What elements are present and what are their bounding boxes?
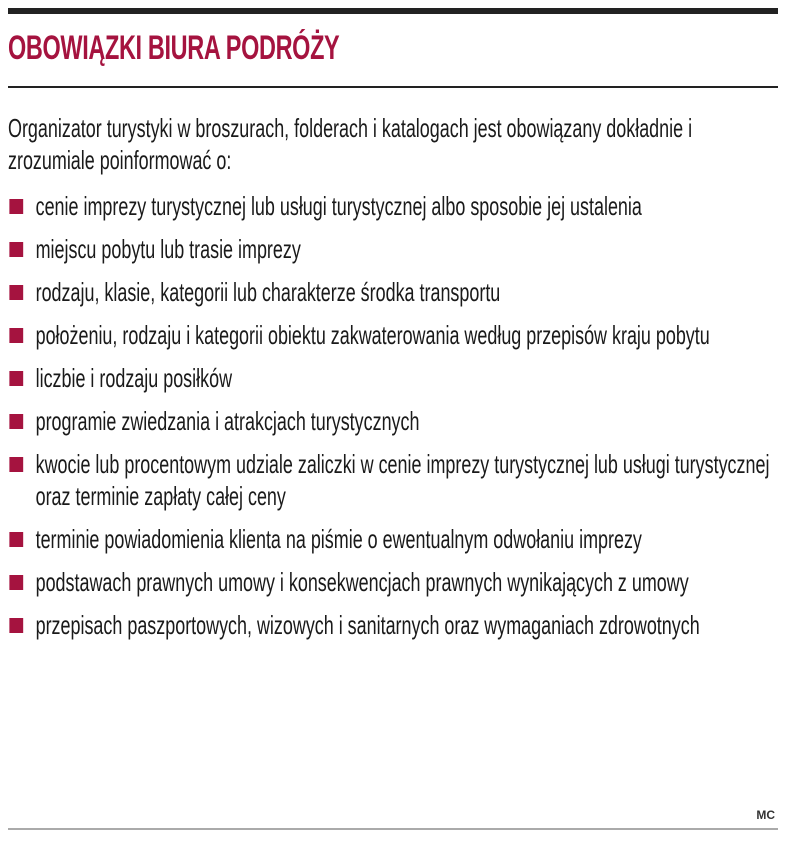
top-rule	[8, 8, 778, 14]
bullet-square-icon	[9, 285, 23, 300]
list-item-text: położeniu, rodzaju i kategorii obiektu zakwaterowania według przepisów kraju pobytu	[35, 320, 710, 350]
bullet-square-icon	[9, 414, 23, 429]
list-item	[8, 609, 781, 641]
infobox-body	[8, 112, 781, 652]
bullet-square-icon	[9, 618, 23, 633]
bullet-square-icon	[9, 575, 23, 590]
list-item-text: miejscu pobytu lub trasie imprezy	[35, 234, 301, 264]
bullet-square-icon	[9, 328, 23, 343]
list-item	[8, 523, 781, 555]
obligations-list	[8, 190, 781, 641]
list-item	[8, 362, 781, 394]
list-item	[8, 276, 781, 308]
list-item-text: podstawach prawnych umowy i konsekwencjach prawnych wynikających z umowy	[35, 567, 689, 597]
list-item	[8, 405, 781, 437]
list-item-text: przepisach paszportowych, wizowych i sanitarnych oraz wymaganiach zdrowotnych	[35, 610, 700, 640]
bullet-square-icon	[9, 457, 23, 472]
list-item	[8, 233, 781, 265]
infobox-title: OBOWIĄZKI BIURA PODRÓŻY	[8, 29, 340, 67]
list-item	[8, 190, 781, 222]
list-item-text: liczbie i rodzaju posiłków	[35, 363, 233, 393]
list-item-text: terminie powiadomienia klienta na piśmie o ewentualnym odwołaniu imprezy	[35, 524, 642, 554]
bullet-square-icon	[9, 242, 23, 257]
list-item-text: kwocie lub procentowym udziale zaliczki w cenie imprezy turystycznej lub usługi turystycznej oraz terminie zapłaty całej ceny	[35, 449, 770, 511]
bullet-square-icon	[9, 371, 23, 386]
list-item	[8, 566, 781, 598]
title-divider	[8, 86, 778, 88]
list-item	[8, 448, 781, 512]
list-item-text: rodzaju, klasie, kategorii lub charakterze środka transportu	[35, 277, 501, 307]
list-item-text: cenie imprezy turystycznej lub usługi turystycznej albo sposobie jej ustalenia	[35, 191, 642, 221]
bullet-square-icon	[9, 199, 23, 214]
author-credit: MC	[756, 808, 775, 822]
list-item	[8, 319, 781, 351]
intro-text: Organizator turystyki w broszurach, folderach i katalogach jest obowiązany dokładnie i zrozumiale poinformować o:	[8, 113, 693, 175]
bullet-square-icon	[9, 532, 23, 547]
list-item-text: programie zwiedzania i atrakcjach turystycznych	[35, 406, 420, 436]
bottom-rule	[8, 828, 778, 830]
